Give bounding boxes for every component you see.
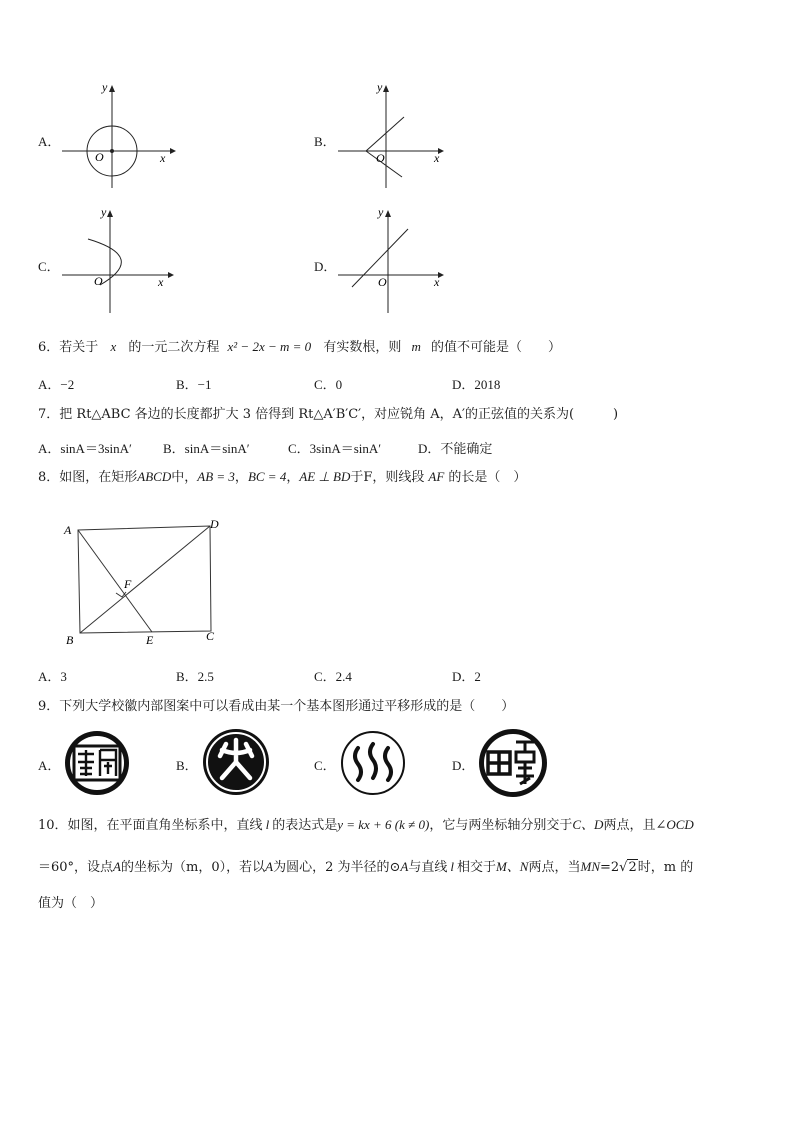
q10-points-mn: M、N (495, 859, 529, 874)
q8-text-4: 的长是（ ） (448, 470, 527, 485)
x-axis-label: x (434, 275, 440, 289)
q5-option-d-graph (336, 205, 456, 315)
q10-expression: y = kx + 6 (k ≠ 0) (337, 817, 430, 832)
y-axis-arrow (385, 210, 391, 217)
q5-option-a-label: A． (38, 134, 61, 149)
vertex-c-label: C (206, 629, 215, 643)
center-dot (110, 149, 114, 153)
origin-label: O (94, 274, 103, 288)
q9-option-a-label: A． (38, 758, 61, 773)
y-axis-label: y (378, 205, 384, 219)
q6-option-a: A．−2 (38, 377, 75, 392)
q8-text-2: 中， (171, 470, 198, 485)
q10-circle-a: A (400, 859, 409, 874)
q6-equation: x² − 2x − m = 0 (227, 339, 312, 354)
q7-option-d: D．不能确定 (418, 441, 493, 456)
q10-text: 相交于 (456, 860, 496, 875)
q10-text: 时，m 的 (637, 860, 694, 875)
x-axis-label: x (160, 151, 166, 165)
point-e-label: E (146, 633, 154, 647)
q6-var-m: m (411, 339, 421, 354)
q6-number: 6． (38, 340, 60, 355)
q7-option-c: C．3sinA＝sinA′ (288, 441, 382, 456)
q10-point-a: A (113, 859, 121, 874)
q10-text: 两点，且∠ (603, 818, 667, 833)
q8-rectangle-figure (60, 512, 230, 648)
q8-text-3: 于F，则线段 (350, 470, 425, 485)
q8-rect: ABCD (137, 469, 172, 484)
q8-option-c: C．2.4 (314, 669, 352, 684)
q10-line-l: l (450, 859, 454, 874)
q5-option-b-label: B． (314, 134, 336, 149)
q5-option-a-graph (60, 80, 180, 190)
q6-text-1: 若关于 (59, 340, 99, 355)
question-10-line-1 (38, 816, 694, 835)
y-axis-label: y (101, 205, 107, 219)
vertex-b-label: B (66, 633, 74, 647)
q10-text: 为圆心，2 为半径的⊙ (273, 860, 401, 875)
y-axis-arrow (109, 85, 115, 92)
upper-ray (366, 117, 404, 151)
q8-sep-2: ， (286, 470, 300, 485)
question-6 (38, 338, 561, 357)
q7-option-b: B．sinA＝sinA′ (163, 441, 250, 456)
q8-sep-1: ， (234, 470, 248, 485)
question-10-line-3: 值为（ ） (38, 896, 104, 911)
parabola-curve (88, 239, 121, 285)
q8-ab: AB = 3 (197, 469, 235, 484)
q9-option-d-emblem (478, 728, 548, 798)
question-7: 7．把 Rt△ABC 各边的长度都扩大 3 倍得到 Rt△A′B′C′，对应锐角 A，A′的正弦值的关系为( ) (38, 407, 619, 422)
q10-line-l: l (265, 817, 270, 832)
q5-option-c-graph (60, 205, 180, 315)
q9-option-b-emblem (202, 728, 270, 796)
origin-label: O (378, 275, 387, 289)
q10-text: 如图，在平面直角坐标系中，直线 (67, 818, 263, 833)
q8-text-1: 如图，在矩形 (59, 470, 138, 485)
q8-option-d: D．2 (452, 669, 481, 684)
vertex-a-label: A (64, 523, 72, 537)
vertex-d-label: D (210, 517, 219, 531)
q8-bc: BC = 4 (247, 469, 287, 484)
x-axis-label: x (158, 275, 164, 289)
question-9: 9．下列大学校徽内部图案中可以看成由某一个基本图形通过平移形成的是（ ） (38, 699, 515, 714)
q10-text: ＝60°，设点 (38, 860, 114, 875)
q10-number: 10． (38, 818, 68, 833)
point-f-label: F (124, 577, 132, 591)
q10-sqrt-radicand: 2 (628, 860, 637, 875)
q8-number: 8． (38, 470, 60, 485)
q9-option-c-label: C． (314, 758, 336, 773)
x-axis-arrow (168, 272, 174, 278)
q10-text: 两点，当 (528, 860, 581, 875)
q10-angle-ocd: OCD (666, 817, 694, 832)
y-axis-arrow (383, 85, 389, 92)
q8-af: AF (428, 469, 445, 484)
q7-option-a: A．sinA＝3sinA′ (38, 441, 132, 456)
q5-option-d-label: D． (314, 259, 337, 274)
origin-label: O (376, 151, 385, 165)
q10-text: =2 (600, 860, 620, 875)
question-8 (38, 468, 526, 487)
segment-ae (78, 530, 152, 632)
diagonal-bd (80, 526, 210, 633)
x-axis-arrow (170, 148, 176, 154)
q10-segment-mn: MN (580, 859, 600, 874)
q8-option-a: A．3 (38, 669, 67, 684)
q9-option-a-emblem (64, 730, 130, 796)
q6-text-4: 的值不可能是（ ） (431, 340, 562, 355)
q10-points-cd: C、D (572, 817, 604, 832)
y-axis-label: y (102, 80, 108, 94)
q10-point-a: A (265, 859, 274, 874)
q5-option-c-label: C． (38, 259, 60, 274)
q6-text-3: 有实数根，则 (323, 340, 402, 355)
x-axis-label: x (434, 151, 440, 165)
q5-option-b-graph (336, 80, 456, 190)
q6-option-c: C．0 (314, 377, 343, 392)
q10-text: 的坐标为（m，0），若以 (121, 860, 266, 875)
y-axis-arrow (107, 210, 113, 217)
q10-text: 与直线 (408, 860, 448, 875)
y-axis-label: y (377, 80, 383, 94)
q6-option-b: B．−1 (176, 377, 212, 392)
q6-option-d: D．2018 (452, 377, 501, 392)
q9-option-b-label: B． (176, 758, 198, 773)
q8-option-b: B．2.5 (176, 669, 214, 684)
origin-label: O (95, 150, 104, 164)
q9-option-d-label: D． (452, 758, 475, 773)
q10-text: ，它与两坐标轴分别交于 (429, 818, 573, 833)
q8-perp: AE ⊥ BD (299, 469, 351, 484)
q9-option-c-emblem (340, 730, 406, 796)
q6-var-x: x (110, 339, 117, 354)
question-10-line-2: ＝60°，设点A的坐标为（m，0），若以A为圆心，2 为半径的⊙A与直线 l 相交于M、N两点，当MN=2√2时，m 的 (38, 859, 694, 875)
q6-text-2: 的一元二次方程 (128, 340, 220, 355)
q10-text: 的表达式是 (272, 818, 338, 833)
